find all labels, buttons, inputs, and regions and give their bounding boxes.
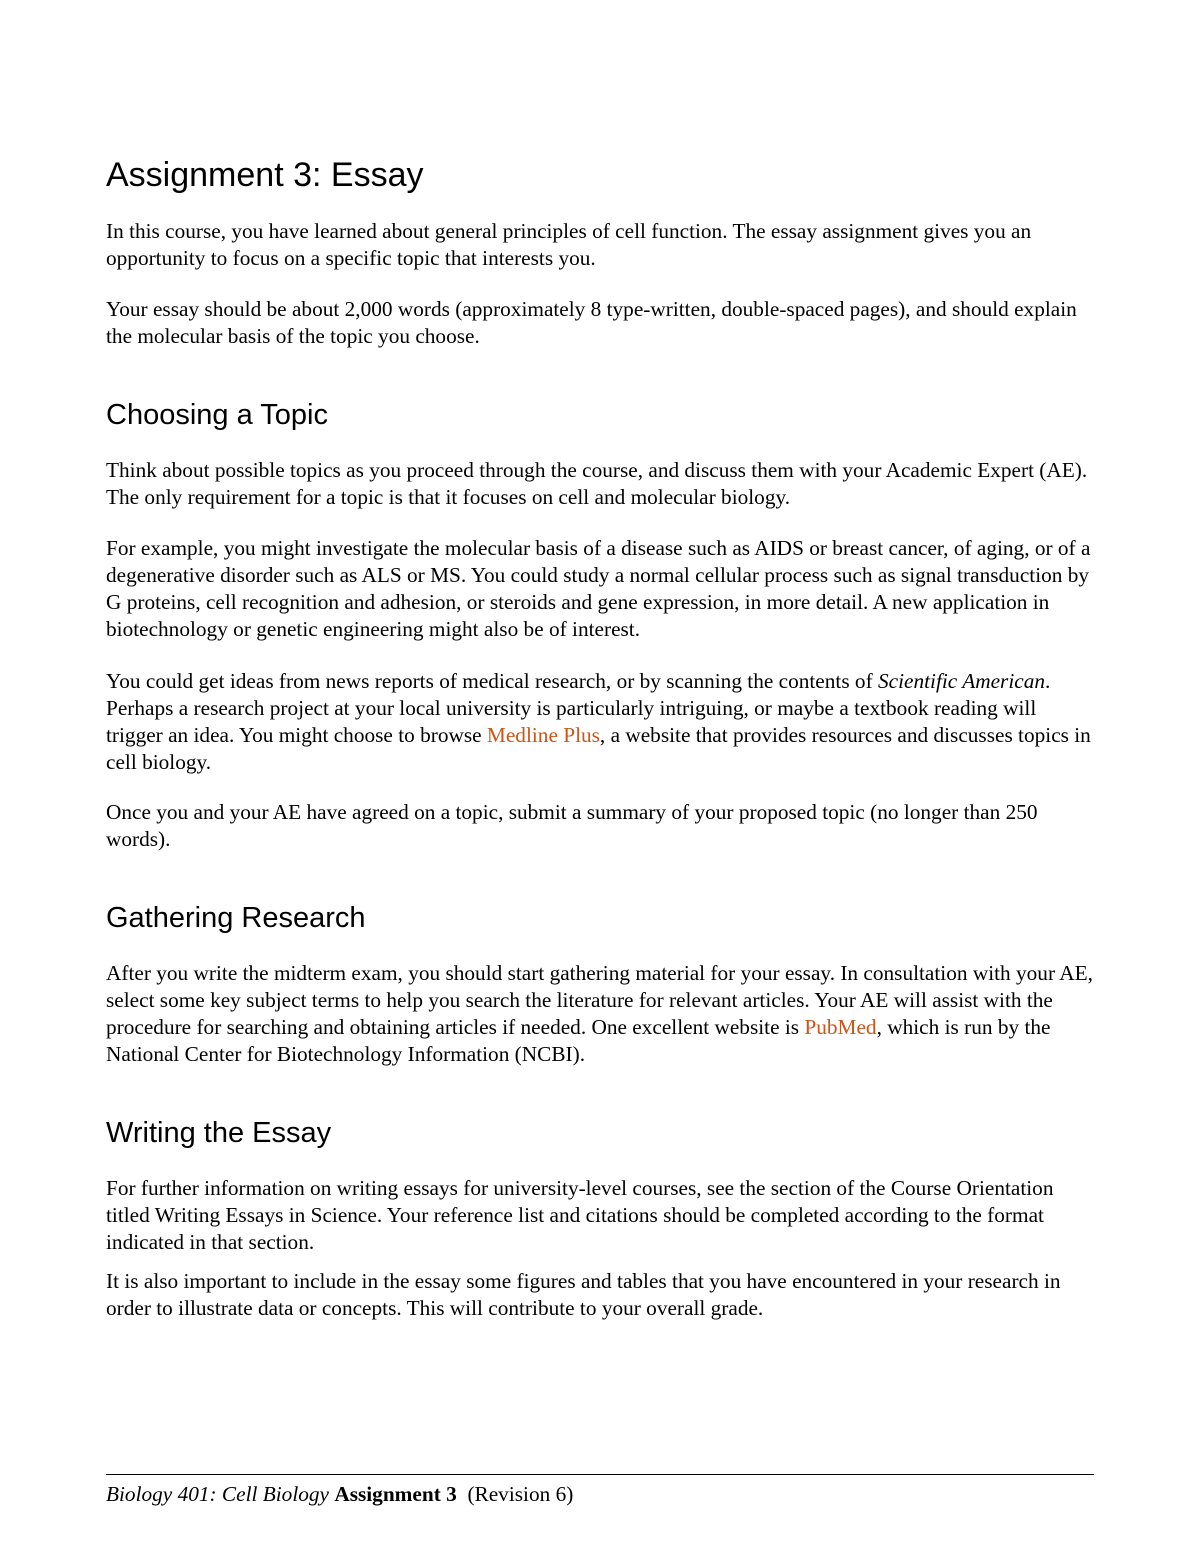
paragraph-text: , a website that provides resources and discusses topics in cell biology.	[106, 723, 1091, 774]
document-page	[106, 0, 1094, 1553]
paragraph-text: , which is run by the National Center for Biotechnology Information (NCBI).	[106, 1015, 1051, 1066]
page-footer	[106, 1479, 573, 1509]
gathering-research-paragraph-1	[106, 960, 1096, 1068]
footer-divider	[106, 1474, 1094, 1475]
paragraph-text: . Perhaps a research project at your local university is particularly intriguing, or maybe a textbook reading will trigger an idea. You might choose to browse	[106, 669, 1051, 747]
page-title: Assignment 3: Essay	[106, 156, 424, 194]
medline-plus-link[interactable]: Medline Plus	[486, 723, 600, 747]
choosing-topic-paragraph-1: Think about possible topics as you proceed through the course, and discuss them with your Academic Expert (AE). The only requirement for a topic is that it focuses on cell and molecular biology.	[106, 458, 1088, 509]
choosing-topic-paragraph-2: For example, you might investigate the molecular basis of a disease such as AIDS or breast cancer, of aging, or of a degenerative disorder such as ALS or MS. You could study a normal cellular process such as signal transduction by G proteins, cell recognition and adhesion, or steroids and gene expression, in more detail. A new application in biotechnology or genetic engineering might also be of interest.	[106, 536, 1091, 641]
footer-revision: (Revision 6)	[467, 1482, 574, 1506]
section-heading-gathering-research: Gathering Research	[106, 902, 366, 934]
paragraph-text: After you write the midterm exam, you should start gathering material for your essay. In consultation with your AE, select some key subject terms to help you search the literature for relevant articles. Your AE will assist with the procedure for searching and obtaining articles if needed. One excellent website is	[106, 961, 1093, 1039]
choosing-topic-paragraph-3	[106, 668, 1096, 776]
section-heading-choosing-topic: Choosing a Topic	[106, 399, 328, 431]
choosing-topic-paragraph-4: Once you and your AE have agreed on a topic, submit a summary of your proposed topic (no longer than 250 words).	[106, 800, 1038, 851]
footer-course-name: Biology 401: Cell Biology	[106, 1482, 329, 1506]
writing-essay-paragraph-1: For further information on writing essays for university-level courses, see the section of the Course Orientation titled Writing Essays in Science. Your reference list and citations should be completed according to the format indicated in that section.	[106, 1176, 1054, 1254]
intro-paragraph-1: In this course, you have learned about general principles of cell function. The essay assignment gives you an opportunity to focus on a specific topic that interests you.	[106, 219, 1032, 270]
pubmed-link[interactable]: PubMed	[804, 1015, 877, 1039]
footer-assignment-label: Assignment 3	[334, 1482, 457, 1506]
writing-essay-paragraph-2: It is also important to include in the essay some figures and tables that you have encountered in your research in order to illustrate data or concepts. This will contribute to your overall grade.	[106, 1269, 1061, 1320]
section-heading-writing-essay: Writing the Essay	[106, 1117, 332, 1149]
intro-paragraph-2: Your essay should be about 2,000 words (approximately 8 type-written, double-spaced pages), and should explain the molecular basis of the topic you choose.	[106, 297, 1077, 348]
paragraph-text: You could get ideas from news reports of medical research, or by scanning the contents of	[106, 669, 879, 693]
publication-title: Scientific American	[878, 669, 1045, 693]
